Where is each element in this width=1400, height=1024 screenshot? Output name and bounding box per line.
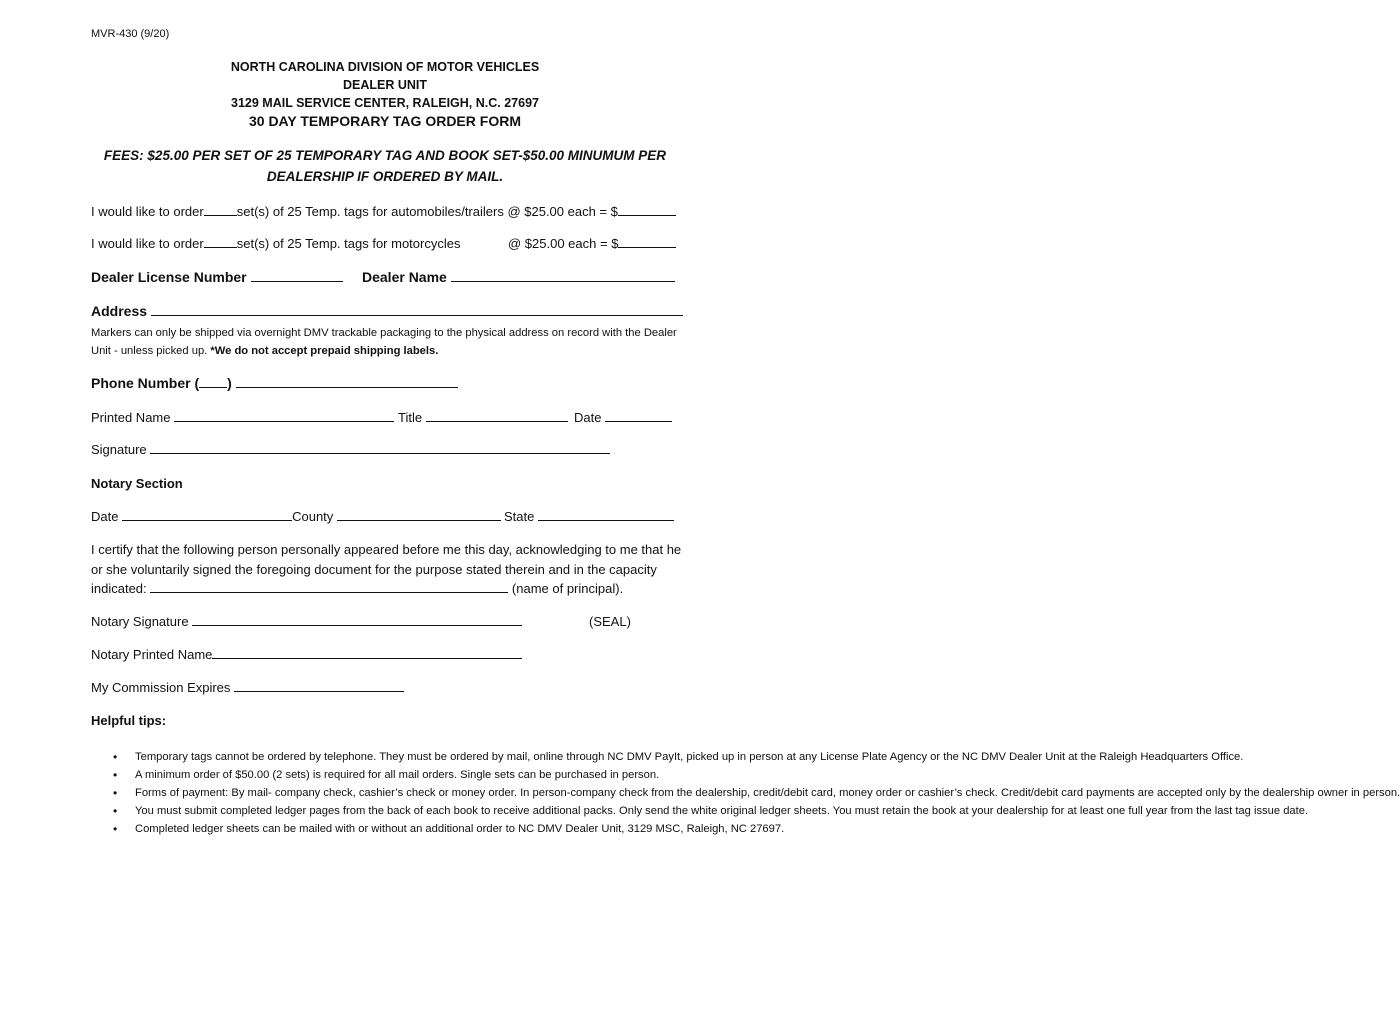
printed-name-field[interactable] bbox=[174, 410, 394, 422]
tip-item: • Temporary tags cannot be ordered by telephone. They must be ordered by mail, online through NC DMV PayIt, picked up in person at any License Plate Agency or the NC DMV Dealer Unit at the Raleigh Headquarters Office. bbox=[113, 750, 1244, 764]
signer-date-label: Date bbox=[574, 410, 602, 425]
notary-signature-label: Notary Signature bbox=[91, 614, 189, 629]
order-auto-prefix: I would like to order bbox=[91, 204, 204, 219]
address-field[interactable] bbox=[151, 303, 683, 316]
dealer-license-row bbox=[91, 269, 343, 285]
tips-heading: Helpful tips: bbox=[91, 713, 167, 728]
seal-label: (SEAL) bbox=[589, 614, 631, 629]
bullet-icon: • bbox=[113, 750, 118, 764]
order-moto-price: @ $25.00 each = $ bbox=[508, 236, 619, 251]
notary-printed-name-field[interactable] bbox=[212, 647, 522, 659]
commission-expires-field[interactable] bbox=[234, 680, 404, 692]
order-moto-price-group bbox=[508, 236, 676, 251]
tips-list bbox=[91, 748, 1400, 838]
order-automobiles-row bbox=[91, 204, 676, 219]
notary-section-heading: Notary Section bbox=[91, 476, 183, 491]
shipping-note bbox=[91, 324, 691, 360]
tip-item: • Forms of payment: By mail- company check, cashier’s check or money order. In person-company check from the dealership, credit/debit card, money order or cashier’s check. Credit/debit card payments are accepted only by the dealership owner in person. bbox=[113, 786, 1400, 800]
form-title: 30 DAY TEMPORARY TAG ORDER FORM bbox=[248, 113, 521, 129]
fees-line-2: DEALERSHIP IF ORDERED BY MAIL. bbox=[266, 169, 504, 184]
tip-item: • You must submit completed ledger pages from the back of each book to receive additional packs. Only send the white original ledger sheets. You must retain the book at your dealership for at least one full year from the last tag issue date. bbox=[113, 804, 1309, 818]
principal-row bbox=[91, 581, 623, 596]
signer-date-row bbox=[574, 410, 672, 425]
shipping-note-bold: *We do not accept prepaid shipping labels. bbox=[210, 345, 439, 357]
notary-state-label: State bbox=[504, 509, 535, 524]
form-id: MVR-430 (9/20) bbox=[91, 28, 170, 40]
dealer-name-field[interactable] bbox=[451, 269, 675, 282]
agency-address: 3129 MAIL SERVICE CENTER, RALEIGH, N.C. 27697 bbox=[231, 96, 539, 110]
bullet-icon: • bbox=[113, 804, 118, 818]
order-auto-text: set(s) of 25 Temp. tags for automobiles/trailers @ $25.00 each = $ bbox=[236, 204, 618, 219]
notary-date-field[interactable] bbox=[122, 509, 292, 521]
moto-total-field[interactable] bbox=[618, 236, 676, 248]
principal-label: (name of principal). bbox=[511, 581, 624, 596]
signer-date-field[interactable] bbox=[605, 410, 672, 422]
order-motorcycles-row bbox=[91, 236, 460, 251]
title-label: Title bbox=[398, 410, 423, 425]
signature-label: Signature bbox=[91, 442, 147, 457]
phone-label: Phone Number ( bbox=[91, 375, 200, 391]
notary-signature-field[interactable] bbox=[192, 614, 522, 626]
auto-sets-field[interactable] bbox=[204, 204, 237, 216]
title-field[interactable] bbox=[426, 410, 568, 422]
signature-field[interactable] bbox=[150, 442, 610, 454]
printed-name-row bbox=[91, 410, 394, 425]
notary-state-row bbox=[504, 509, 674, 524]
auto-total-field[interactable] bbox=[618, 204, 676, 216]
certify-text: I certify that the following person personally appeared before me this day, acknowledging to me that he or she voluntarily signed the foregoing document for the purpose stated therein and in the capacity bbox=[91, 542, 682, 577]
phone-number-field[interactable] bbox=[236, 375, 458, 388]
tip-item: • Completed ledger sheets can be mailed with or without an additional order to NC DMV Dealer Unit, 3129 MSC, Raleigh, NC 27697. bbox=[113, 822, 785, 836]
dealer-license-label: Dealer License Number bbox=[91, 269, 247, 285]
address-label: Address bbox=[91, 303, 148, 319]
notary-date-label: Date bbox=[91, 509, 119, 524]
commission-label: My Commission Expires bbox=[91, 680, 231, 695]
principal-name-field[interactable] bbox=[150, 581, 508, 593]
notary-printed-name-label: Notary Printed Name bbox=[91, 647, 213, 662]
phone-close-paren: ) bbox=[227, 375, 232, 391]
title-row bbox=[398, 410, 568, 425]
fees-line-1: FEES: $25.00 PER SET OF 25 TEMPORARY TAG AND BOOK SET-$50.00 MINUMUM PER bbox=[103, 148, 667, 163]
notary-signature-row bbox=[91, 614, 522, 629]
shipping-note-text: Markers can only be shipped via overnight DMV trackable packaging to the physical address on record with the Dealer Unit - unless picked up. bbox=[91, 327, 677, 357]
notary-printed-name-row bbox=[91, 647, 522, 662]
printed-name-label: Printed Name bbox=[91, 410, 171, 425]
order-moto-prefix: I would like to order bbox=[91, 236, 204, 251]
bullet-icon: • bbox=[113, 822, 118, 836]
dealer-license-field[interactable] bbox=[251, 269, 343, 282]
dealer-name-label: Dealer Name bbox=[362, 269, 447, 285]
commission-row bbox=[91, 680, 404, 695]
indicated-label: indicated: bbox=[91, 581, 147, 596]
signature-row bbox=[91, 442, 610, 457]
notary-county-field[interactable] bbox=[337, 509, 501, 521]
notary-county-label: County bbox=[292, 509, 334, 524]
address-row bbox=[91, 303, 683, 319]
dealer-name-row bbox=[362, 269, 675, 285]
notary-state-field[interactable] bbox=[538, 509, 674, 521]
moto-sets-field[interactable] bbox=[204, 236, 237, 248]
agency-name: NORTH CAROLINA DIVISION OF MOTOR VEHICLES bbox=[230, 60, 540, 74]
tip-item: • A minimum order of $50.00 (2 sets) is required for all mail orders. Single sets can be purchased in person. bbox=[113, 768, 660, 782]
unit-name: DEALER UNIT bbox=[342, 78, 428, 92]
phone-area-code-field[interactable] bbox=[199, 375, 227, 388]
notary-date-row bbox=[91, 509, 501, 524]
bullet-icon: • bbox=[113, 768, 118, 782]
order-moto-text: set(s) of 25 Temp. tags for motorcycles bbox=[236, 236, 461, 251]
phone-row bbox=[91, 375, 458, 391]
bullet-icon: • bbox=[113, 786, 118, 800]
